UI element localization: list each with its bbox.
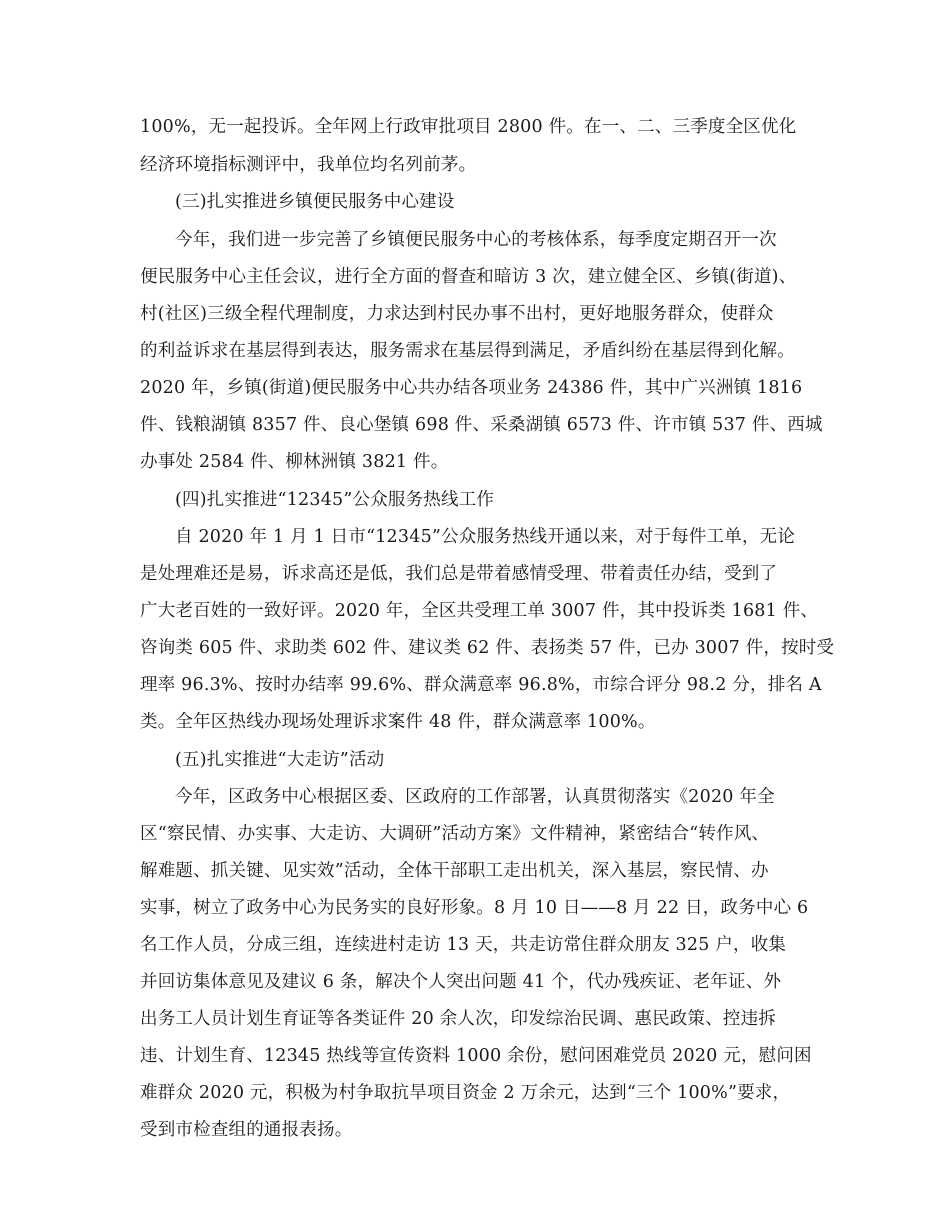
text-line: 经济环境指标测评中，我单位均名列前茅。 xyxy=(140,155,477,175)
text-line: 并回访集体意见及建议 6 条，解决个人突出问题 41 个，代办残疾证、老年证、外 xyxy=(140,972,782,992)
text-line: 名工作人员，分成三组，连续进村走访 13 天，共走访常住群众朋友 325 户，收集 xyxy=(140,935,787,955)
text-line: 2020 年，乡镇(街道)便民服务中心共办结各项业务 24386 件，其中广兴洲镇 1816 xyxy=(140,378,803,398)
text-line: 是处理难还是易，诉求高还是低，我们总是带着感情受理、带着责任办结，受到了 xyxy=(140,564,778,584)
section-heading: (五)扎实推进“大走访”活动 xyxy=(175,750,385,770)
paragraph-start: 今年，我们进一步完善了乡镇便民服务中心的考核体系，每季度定期召开一次 xyxy=(175,230,777,250)
text-line: 解难题、抓关键、见实效”活动，全体干部职工走出机关，深入基层，察民情、办 xyxy=(140,861,769,881)
text-line: 件、钱粮湖镇 8357 件、良心堡镇 698 件、采桑湖镇 6573 件、许市镇 537 件、西城 xyxy=(140,415,823,435)
text-line: 村(社区)三级全程代理制度，力求达到村民办事不出村，更好地服务群众，使群众 xyxy=(140,304,774,324)
text-line: 类。全年区热线办现场处理诉求案件 48 件，群众满意率 100%。 xyxy=(140,712,656,732)
text-line: 咨询类 605 件、求助类 602 件、建议类 62 件、表扬类 57 件，已办 3007 件，按时受 xyxy=(140,638,835,658)
text-line: 受到市检查组的通报表扬。 xyxy=(140,1120,353,1140)
text-line: 的利益诉求在基层得到表达，服务需求在基层得到满足，矛盾纠纷在基层得到化解。 xyxy=(140,341,795,361)
text-line: 出务工人员计划生育证等各类证件 20 余人次，印发综治民调、惠民政策、控违拆 xyxy=(140,1009,776,1029)
section-heading: (三)扎实推进乡镇便民服务中心建设 xyxy=(175,192,455,212)
text-line: 100%，无一起投诉。全年网上行政审批项目 2800 件。在一、二、三季度全区优化 xyxy=(140,117,797,137)
paragraph-start: 今年，区政务中心根据区委、区政府的工作部署，认真贯彻落实《2020 年全 xyxy=(175,787,775,807)
text-line: 理率 96.3%、按时办结率 99.6%、群众满意率 96.8%，市综合评分 98.2 分，排名 A xyxy=(140,675,822,695)
text-line: 难群众 2020 元，积极为村争取抗旱项目资金 2 万余元，达到“三个 100%”要求， xyxy=(140,1083,791,1103)
section-heading: (四)扎实推进“12345”公众服务热线工作 xyxy=(175,490,495,510)
text-line: 办事处 2584 件、柳林洲镇 3821 件。 xyxy=(140,452,449,472)
text-line: 区“察民情、办实事、大走访、大调研”活动方案》文件精神，紧密结合“转作风、 xyxy=(140,824,770,844)
text-line: 广大老百姓的一致好评。2020 年，全区共受理工单 3007 件，其中投诉类 1681 件、 xyxy=(140,601,819,621)
text-line: 便民服务中心主任会议，进行全方面的督查和暗访 3 次，建立健全区、乡镇(街道)、 xyxy=(140,267,797,287)
text-line: 违、计划生育、12345 热线等宣传资料 1000 余份，慰问困难党员 2020 元，慰问困 xyxy=(140,1046,812,1066)
paragraph-start: 自 2020 年 1 月 1 日市“12345”公众服务热线开通以来，对于每件工单，无论 xyxy=(175,527,796,547)
text-line: 实事，树立了政务中心为民务实的良好形象。8 月 10 日——8 月 22 日，政务中心 6 xyxy=(140,898,809,918)
